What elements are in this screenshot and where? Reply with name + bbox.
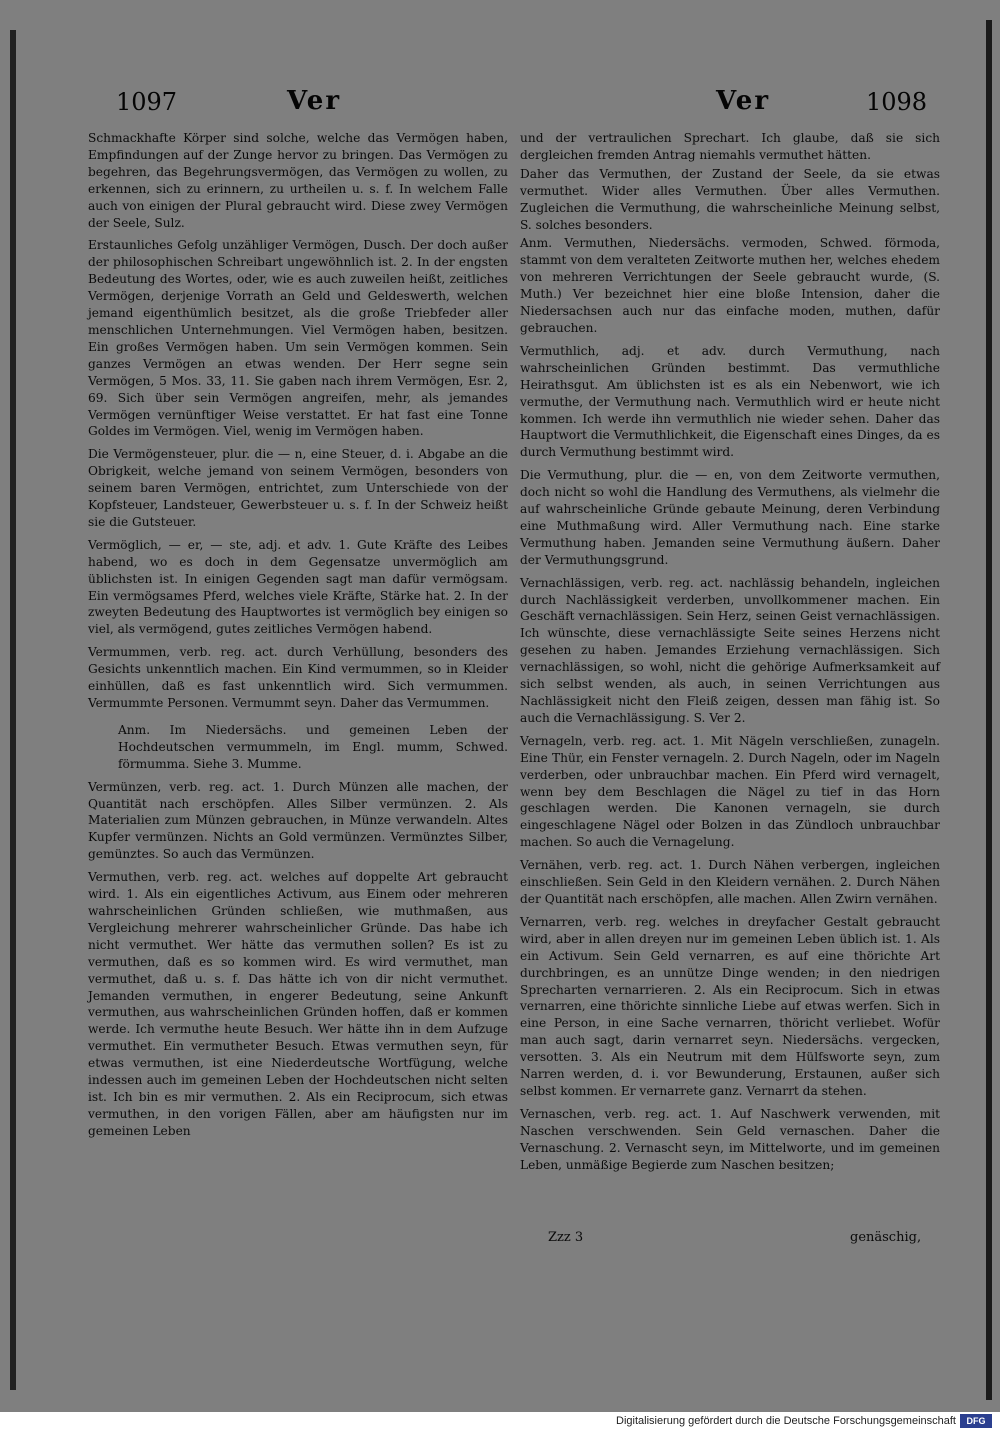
signature-mark: Zzz 3 [548,1230,584,1245]
right-text-column [520,130,940,1179]
entry-paragraph: Vermöglich, — er, — ste, adj. et adv. 1. Gute Kräfte des Leibes habend, wo es doch in dem Gegensatze unvermöglich am üblichsten ist. In einigen Gegenden sagt man dafür vermögsam. Ein vermögsames Pferd, welches viele Kräfte, Stärke hat. 2. In der zweyten Bedeutung des Hauptwortes ist vermöglich bey einigen so viel, als vermögend, gutes zeitliches Vermögen habend. [88,537,508,637]
entry-paragraph: Vermuthlich, adj. et adv. durch Vermuthung, nach wahrscheinlichen Gründen bestimmt. Das vermuthliche Heirathsgut. Am üblichsten ist es als ein Nebenwort, wie ich vermuthe, der Vermuthung nach. Vermuthlich wird er heute nicht kommen. Ich werde ihn vermuthlich nie wieder sehen. Daher das Hauptwort die Vermuthlichkeit, die Eigenschaft eines Dinges, da es durch Vermuthung bestimmt wird. [520,343,940,460]
entry-paragraph: Erstaunliches Gefolg unzähliger Vermögen, Dusch. Der doch außer der philosophischen Schreibart ungewöhnlich ist. 2. In der engsten Bedeutung des Wortes, oder, wie es auch zuweilen heißt, zeitliches Vermögen, derjenige Vorrath an Geld und Geldeswerth, welchen jemand eigenthümlich besitzet, als die große Triebfeder aller menschlichen Unternehmungen. Viel Vermögen haben, besitzen. Ein großes Vermögen haben. Um sein Vermögen kommen. Sein ganzes Vermögen an etwas wenden. Der Herr segne sein Vermögen, 5 Mos. 33, 11. Sie gaben nach ihrem Vermögen, Esr. 2, 69. Sich über sein Vermögen angreifen, mehr, als jemandes Vermögen vernünftiger Weise verstattet. Er hat fast eine Tonne Goldes im Vermögen. Viel, wenig im Vermögen haben. [88,238,508,439]
left-text-column [88,130,508,1146]
entry-paragraph: Vermuthen, verb. reg. act. welches auf doppelte Art gebraucht wird. 1. Als ein eigentliches Activum, aus Einem oder mehreren wahrscheinlichen Gründen schließen, wie muthmaßen, aus Vergleichung mehrerer wahrscheinlicher Gründe. Das habe ich nicht vermuthet. Wer hätte das vermuthen sollen? Es ist zu vermuthen, daß es so kommen wird. Es wird vermuthet, man vermuthet, daß u. s. f. Das hätte ich von dir nicht vermuthet. Jemanden vermuthen, in engerer Bedeutung, seine Ankunft vermuthen, aus wahrscheinlichen Gründen hoffen, daß er kommen werde. Ich vermuthe heute Besuch. Wer hätte ihn in dem Aufzuge vermuthet. Ein vermutheter Besuch. Etwas vermuthen seyn, für etwas vermuthen, ist eine Niederdeutsche Wortfügung, welche indessen auch im gemeinen Leben der Hochdeutschen nicht selten ist. Ich bin es mir vermuthen. 2. Als ein Reciprocum, sich etwas vermuthen, in den vorigen Fällen, aber am häufigsten nur im gemeinen Leben [88,870,508,1138]
right-page-number: 1098 [866,88,928,116]
entry-paragraph: Vernageln, verb. reg. act. 1. Mit Nägeln verschließen, zunageln. Eine Thür, ein Fenster vernageln. 2. Durch Nageln, oder im Nageln verderben, oder unbrauchbar machen. Ein Pferd wird vernagelt, wenn bey dem Beschlagen die Nägel zu tief in das Horn geschlagen werden. Die Kanonen vernageln, sie durch eingeschlagene Nägel oder Bolzen in das Zündloch unbrauchbar machen. So auch die Vernagelung. [520,733,940,850]
entry-paragraph: Vernaschen, verb. reg. act. 1. Auf Naschwerk verwenden, mit Naschen verschwenden. Sein Geld vernaschen. Daher die Vernaschung. 2. Vernascht seyn, im Mittelworte, und im gemeinen Leben, unmäßige Begierde zum Naschen besitzen; [520,1106,940,1172]
right-page-edge [986,20,992,1400]
entry-paragraph: Vernarren, verb. reg. welches in dreyfacher Gestalt gebraucht wird, aber in allen dreyen nur im gemeinen Leben üblich ist. 1. Als ein Activum. Sein Geld vernarren, es auf eine thörichte Art durchbringen, es an unnütze Dinge wenden; in den niedrigen Sprecharten vernarrieren. 2. Als ein Reciprocum. Sich in etwas vernarren, eine thörichte sinnliche Liebe auf etwas werfen. Sich in eine Person, in eine Sache vernarren, thöricht verliebet. Wofür man auch sagt, darin vernarret seyn. Niedersächs. vergecken, versotten. 3. Als ein Neutrum mit dem Hülfsworte seyn, zum Narren werden, d. i. vor Bewunderung, Erstaunen, außer sich selbst kommen. Er vernarrete ganz. Vernarrt da stehen. [520,914,940,1098]
entry-paragraph: Vermummen, verb. reg. act. durch Verhüllung, besonders des Gesichts unkenntlich machen. Ein Kind vermummen, so in Kleider einhüllen, daß es fast unkenntlich wird. Sich vermummen. Vermummte Personen. Vermummt seyn. Daher das Vermummen. [88,645,508,710]
entry-paragraph: Vermünzen, verb. reg. act. 1. Durch Münzen alle machen, der Quantität nach erschöpfen. Alles Silber vermünzen. 2. Als Materialien zum Münzen gebrauchen, in Münze verwandeln. Altes Kupfer vermünzen. Nichts an Gold vermünzen. Vermünztes Silber, gemünztes. So auch das Vermünzen. [88,779,508,862]
left-page-edge [10,30,16,1390]
entry-paragraph: Schmackhafte Körper sind solche, welche das Vermögen haben, Empfindungen auf der Zunge hervor zu bringen. Das Vermögen zu begehren, das Begehrungsvermögen, das Vermögen zu wollen, zu erkennen, sich zu erinnern, zu urtheilen u. s. f. In welchem Falle auch von einigen der Plural gebraucht wird. Diese zwey Vermögen der Seele, Sulz. [88,131,508,230]
entry-paragraph: Vernähen, verb. reg. act. 1. Durch Nähen verbergen, ingleichen einschließen. Sein Geld in den Kleidern vernähen. 2. Durch Nähen der Quantität nach erschöpfen, alle machen. Allen Zwirn vernähen. [520,858,940,906]
credit-bar [0,1412,1000,1432]
entry-paragraph: Die Vermögensteuer, plur. die — n, eine Steuer, d. i. Abgabe an die Obrigkeit, welche jemand von seinem Vermögen, besonders von seinem baren Vermögen, entrichtet, zum Unterschiede von der Kopfsteuer, Landsteuer, Gewerbsteuer u. s. f. In der Schweiz heißt sie die Gutsteuer. [88,447,508,529]
entry-paragraph: Daher das Vermuthen, der Zustand der Seele, da sie etwas vermuthet. Wider alles Vermuthen. Über alles Vermuthen. Zugleichen die Vermuthung, die wahrscheinliche Meinung selbst, S. solches besonders. [520,166,940,232]
right-running-head: Ver [716,86,771,116]
entry-paragraph: Vernachlässigen, verb. reg. act. nachlässig behandeln, ingleichen durch Nachlässigkeit verderben, unvollkommener machen. Ein Geschäft vernachlässigen. Sein Herz, seinen Geist vernachlässigen. Ich wünschte, diese vernachlässigte Seite seines Herzens nicht gesehen zu haben. Jemandes Erziehung vernachlässigen. Sich vernachlässigen, so wohl, nicht die gehörige Aufmerksamkeit auf sich selbst wenden, als auch, in seinen Verrichtungen aus Nachlässigkeit nicht den Fleiß zeigen, dessen man fähig ist. So auch die Vernachlässigung. S. Ver 2. [520,575,940,725]
credit-text: Digitalisierung gefördert durch die Deutsche Forschungsgemeinschaft [616,1415,956,1427]
entry-paragraph: und der vertraulichen Sprechart. Ich glaube, daß sie sich dergleichen fremden Antrag niemahls vermuthet hätten. [520,131,940,162]
entry-paragraph: Die Vermuthung, plur. die — en, von dem Zeitworte vermuthen, doch nicht so wohl die Handlung des Vermuthens, als vielmehr die auf wahrscheinliche Gründe gebaute Meinung, deren Verbindung eine Muthmaßung wird. Aller Vermuthung nach. Eine starke Vermuthung haben. Jemanden seine Vermuthung äußern. Daher der Vermuthungsgrund. [520,468,940,567]
dfg-logo-icon: DFG [960,1414,992,1428]
catchword: genäschig, [850,1230,922,1245]
annotation-paragraph: Anm. Vermuthen, Niedersächs. vermoden, Schwed. förmoda, stammt von dem veralteten Zeitworte muthen her, welches ehedem von mehreren Verrichtungen der Seele gebraucht wurde, (S. Muth.) Ver bezeichnet hier eine bloße Intension, daher die Niedersachsen auch nur das einfache moden, muthen, dafür gebrauchen. [520,236,940,335]
left-running-head: Ver [287,86,342,116]
left-page-number: 1097 [116,88,178,116]
annotation-paragraph: Anm. Im Niedersächs. und gemeinen Leben der Hochdeutschen vermummeln, im Engl. mumm, Schwed. förmumma. Siehe 3. Mumme. [118,722,508,771]
